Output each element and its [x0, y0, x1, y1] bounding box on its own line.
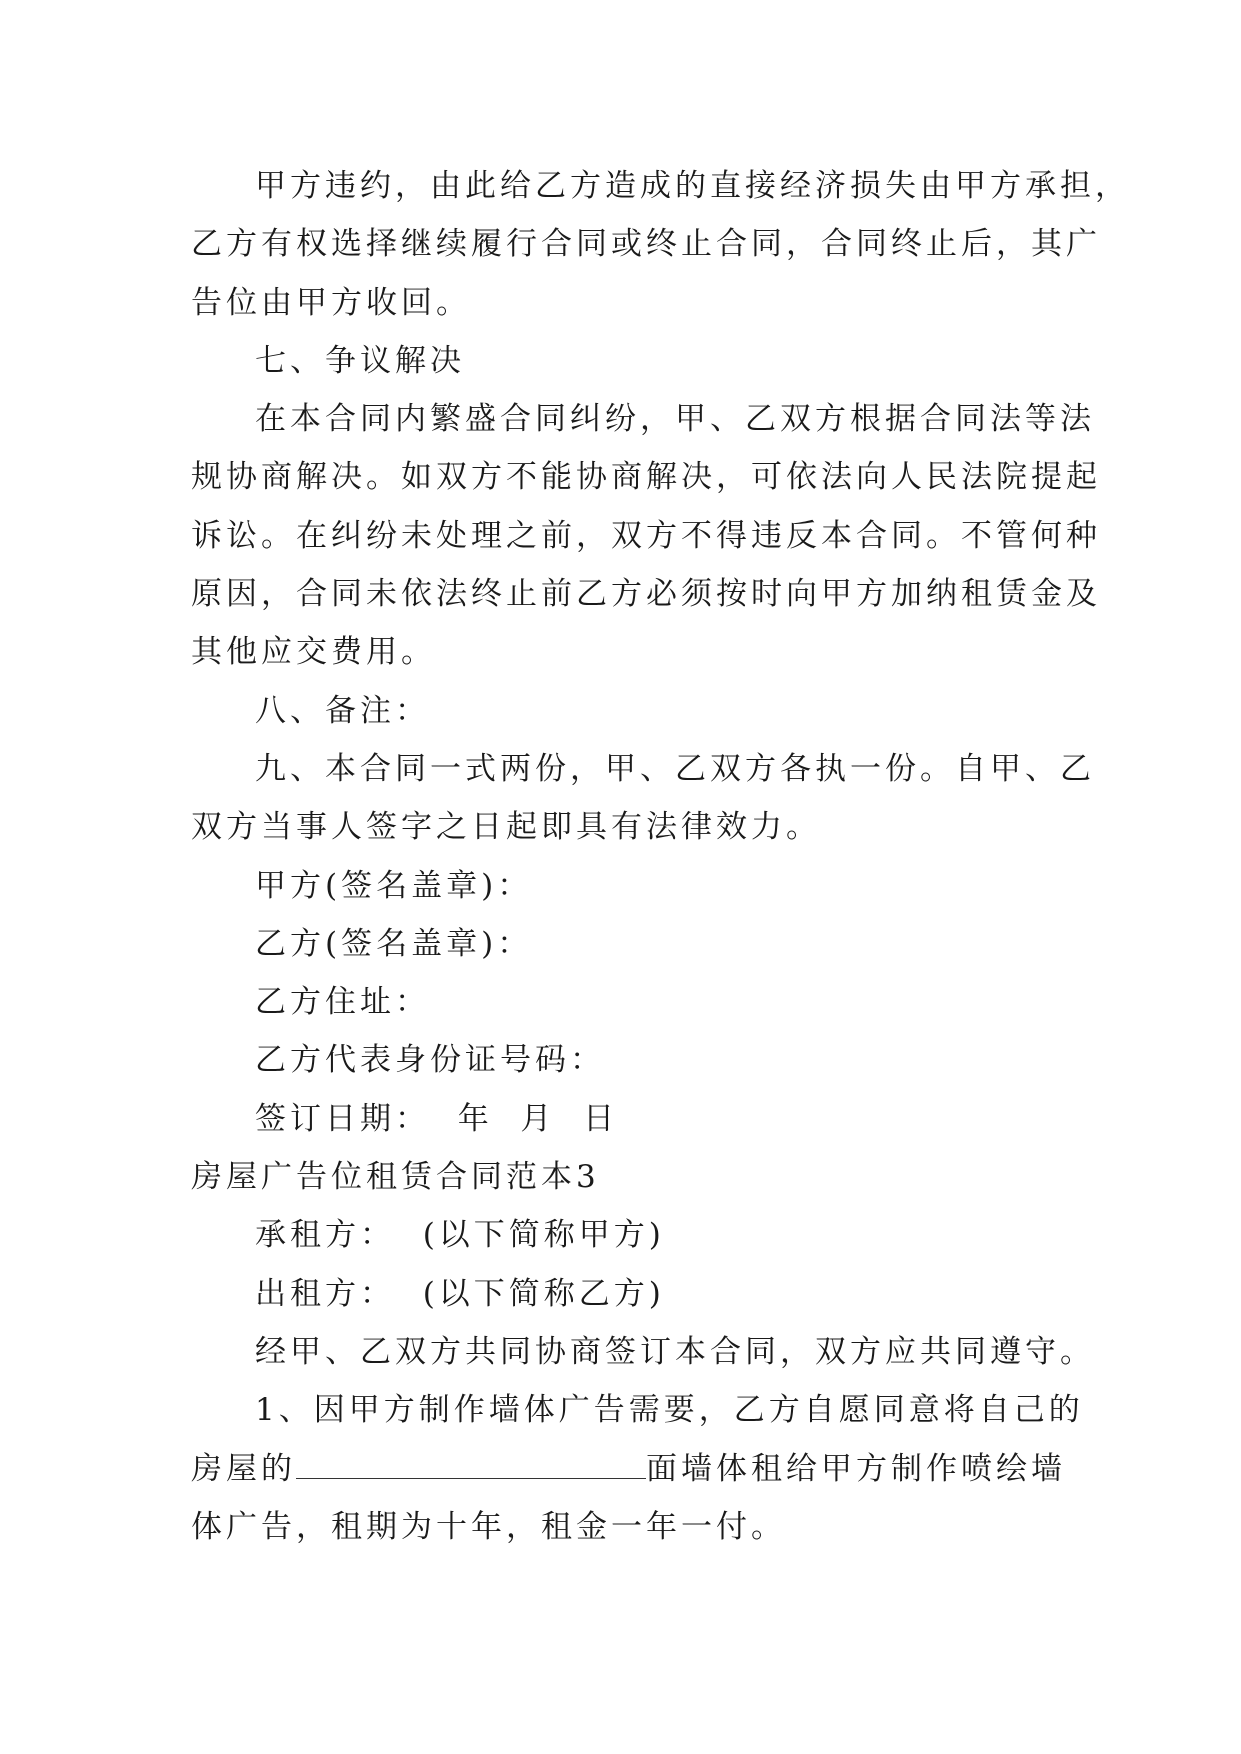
- paragraph-line: 1、因甲方制作墙体广告需要，乙方自愿同意将自己的: [255, 1392, 1084, 1429]
- paragraph-line-with-blank: [191, 1440, 1091, 1498]
- lessee-line: 承租方： (以下简称甲方): [255, 1217, 665, 1254]
- paragraph-line: 其他应交费用。: [191, 634, 436, 671]
- id-number-field: 乙方代表身份证号码：: [255, 1042, 605, 1079]
- fill-in-blank: [296, 1442, 646, 1479]
- signature-field-party-b: 乙方(签名盖章)：: [255, 925, 533, 962]
- paragraph-line: 规协商解决。如双方不能协商解决，可依法向人民法院提起: [191, 459, 1101, 496]
- section-heading: 七、争议解决: [255, 342, 465, 379]
- section-heading: 八、备注：: [255, 692, 430, 729]
- paragraph-line: 双方当事人签字之日起即具有法律效力。: [191, 809, 821, 846]
- paragraph-line: 乙方有权选择继续履行合同或终止合同，合同终止后，其广: [191, 226, 1101, 263]
- paragraph-line: 体广告，租期为十年，租金一年一付。: [191, 1508, 786, 1545]
- line-prefix: 房屋的: [191, 1450, 296, 1487]
- address-field: 乙方住址：: [255, 984, 430, 1021]
- paragraph-line: 原因，合同未依法终止前乙方必须按时向甲方加纳租赁金及: [191, 576, 1101, 613]
- paragraph-line: 在本合同内繁盛合同纠纷，甲、乙双方根据合同法等法: [255, 401, 1095, 438]
- document-subtitle: 房屋广告位租赁合同范本3: [191, 1159, 600, 1196]
- signature-field-party-a: 甲方(签名盖章)：: [255, 867, 533, 904]
- document-body: [191, 157, 1130, 1556]
- line-suffix: 面墙体租给甲方制作喷绘墙: [646, 1450, 1066, 1487]
- signing-date-field: 签订日期： 年 月 日: [255, 1100, 619, 1137]
- paragraph-line: 经甲、乙双方共同协商签订本合同，双方应共同遵守。: [255, 1333, 1095, 1370]
- paragraph-line: 甲方违约，由此给乙方造成的直接经济损失由甲方承担，: [255, 168, 1130, 204]
- paragraph-line: 九、本合同一式两份，甲、乙双方各执一份。自甲、乙: [255, 750, 1095, 787]
- lessor-line: 出租方： (以下简称乙方): [255, 1275, 665, 1312]
- paragraph-line: 诉讼。在纠纷未处理之前，双方不得违反本合同。不管何种: [191, 517, 1101, 554]
- paragraph-line: 告位由甲方收回。: [191, 284, 471, 321]
